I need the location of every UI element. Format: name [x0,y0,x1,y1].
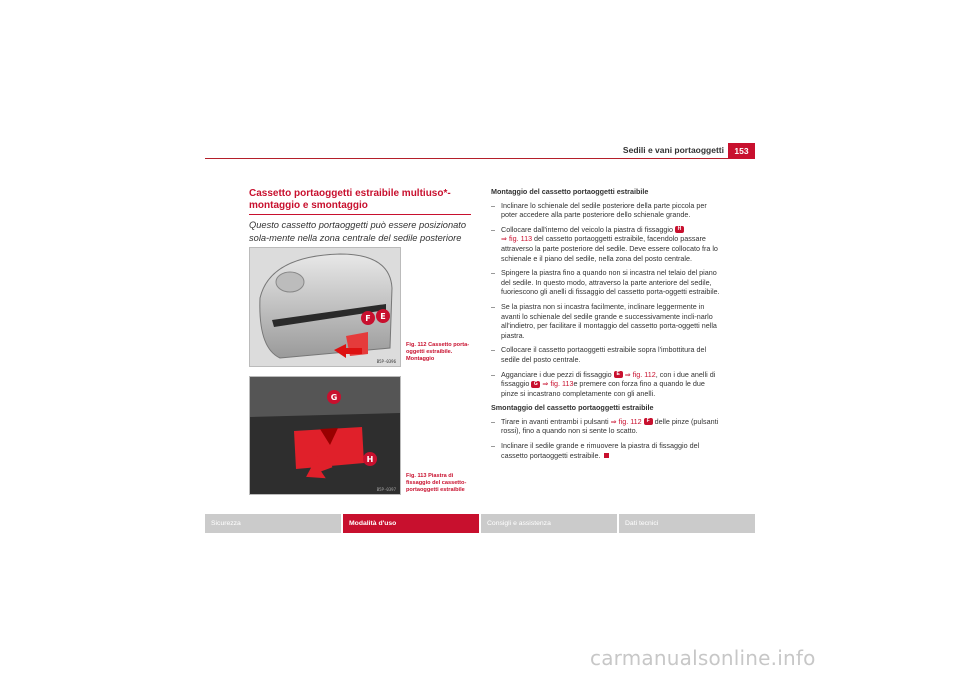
list-dash: – [491,369,495,379]
part-label-badge: H [675,226,684,233]
part-label-badge: E [614,371,623,378]
step-text: del cassetto portaoggetti estraibile, facendolo passare attraverso la parte posteriore del sedile. Deve essere collocato fra lo schienale e il piano del sedile, nella zona del posto centrale. [501,234,718,263]
armrest-illustration [250,248,401,367]
list-item [491,441,723,460]
figure-reference-link[interactable]: ⇒ fig. 112 [610,416,642,426]
step-text: e premere con forza fino a quando le due pinze si incastrano completamente con gli anelli. [501,379,705,398]
section-title-rule [249,214,471,215]
part-label-badge: F [644,418,653,425]
list-dash: – [491,441,495,451]
step-text: Se la piastra non si incastra facilmente, inclinare leggermente in avanti lo schienale del sedile grande e successivamente incli-narlo all'indietro, per facilitare il montaggio del cassetto porta-oggetti nella piastra. [501,301,717,340]
list-item [491,201,723,220]
list-dash: – [491,224,495,234]
list-dash: – [491,200,495,210]
label-e: E [380,312,386,321]
list-item [491,417,723,436]
list-item [491,268,723,297]
list-item [491,225,723,263]
section-intro: Questo cassetto portaoggetti può essere posizionato sola-mente nella zona centrale del sedile posteriore [249,220,467,243]
figure-code: B5P-0397 [376,487,396,492]
step-text: , con i due anelli di fissaggio [501,369,716,389]
page-header-title: Sedili e vani portaoggetti [622,145,724,155]
instructions-column [491,187,723,465]
footer-tab-consigli[interactable]: Consigli e assistenza [481,514,617,533]
step-text: Tirare in avanti entrambi i pulsanti [501,416,611,426]
step-text: Collocare il cassetto portaoggetti estraibile sopra l'imbottitura del sedile del posto centrale. [501,345,707,364]
step-text: delle pinze (pulsanti rossi), fino a quando non si sente lo scatto. [501,416,719,436]
mount-title: Montaggio del cassetto portaoggetti estraibile [491,187,649,196]
plate-illustration [250,377,401,495]
footer-tab-dati-tecnici[interactable]: Dati tecnici [619,514,755,533]
step-text: Spingere la piastra fino a quando non si incastra nel telaio del piano del sedile. In questo modo, attraverso la parte anteriore del sedile, fuoriescono gli anelli di fissaggio del cassetto porta-oggetti estraibile. [501,268,720,297]
label-g: G [330,393,338,402]
step-text: Collocare dall'interno del veicolo la piastra di fissaggio [501,224,675,234]
footer-tab-sicurezza[interactable]: Sicurezza [205,514,341,533]
step-text: Agganciare i due pezzi di fissaggio [501,369,614,379]
figure-112-caption: Fig. 112 Cassetto porta-oggetti estraibile. Montaggio [406,342,470,362]
end-of-section-marker [604,453,609,458]
list-item [491,345,723,364]
figure-113-caption: Fig. 113 Piastra di fissaggio del cassetto-portaoggetti estraibile [406,473,467,493]
list-dash: – [491,268,495,278]
list-item [491,370,723,399]
section-title: Cassetto portaoggetti estraibile multiuso*- montaggio e smontaggio [249,188,451,211]
figure-reference-link[interactable]: ⇒ fig. 112 [624,369,656,379]
list-dash: – [491,345,495,355]
list-item [491,302,723,340]
figure-reference-link[interactable]: ⇒ fig. 113 [542,379,574,389]
step-text: Inclinare lo schienale del sedile posteriore della parte piccola per poter accedere alla parte posteriore dello schienale grande. [501,200,707,220]
footer-tab-modalita-duso[interactable]: Modalità d'uso [343,514,479,533]
unmount-title: Smontaggio del cassetto portaoggetti estraibile [491,403,654,413]
figure-code: B5P-0396 [376,359,396,364]
header-rule [205,158,755,159]
step-text: Inclinare il sedile grande e rimuovere la piastra di fissaggio del cassetto portaoggetti estraibile. [501,441,700,460]
figure-113 [249,376,401,495]
figure-reference-link[interactable]: ⇒ fig. 113 [501,234,533,244]
part-label-badge: G [531,381,540,388]
label-h: H [366,455,374,464]
watermark: carmanualsonline.info [590,646,816,670]
label-f: F [365,314,371,323]
list-dash: – [491,416,495,426]
list-dash: – [491,301,495,311]
figure-112 [249,247,401,367]
page-number: 153 [728,143,755,159]
